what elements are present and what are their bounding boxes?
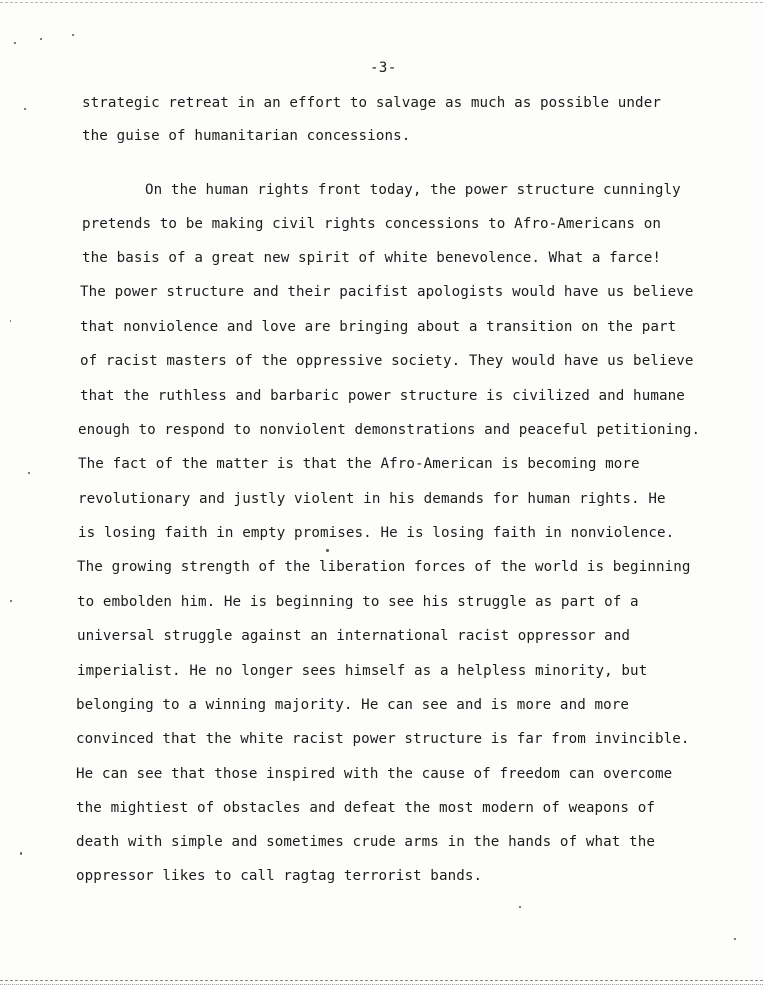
scan-speck: [519, 906, 521, 908]
text-line: of racist masters of the oppressive society. They would have us believe: [80, 353, 694, 369]
text-line: that the ruthless and barbaric power structure is civilized and humane: [80, 388, 685, 404]
text-line: death with simple and sometimes crude arms in the hands of what the: [76, 834, 655, 850]
page-bottom-edge: [0, 980, 763, 981]
scan-speck: [72, 34, 74, 36]
text-line: The growing strength of the liberation forces of the world is beginning: [77, 559, 691, 575]
scan-speck: [24, 108, 26, 110]
text-line: the mightiest of obstacles and defeat the most modern of weapons of: [76, 800, 655, 816]
text-line: enough to respond to nonviolent demonstrations and peaceful petitioning.: [78, 422, 701, 438]
text-line: strategic retreat in an effort to salvage as much as possible under: [82, 95, 661, 111]
scan-speck: [734, 938, 736, 940]
text-line: is losing faith in empty promises. He is losing faith in nonviolence.: [78, 525, 675, 541]
text-line: belonging to a winning majority. He can see and is more and more: [76, 697, 630, 713]
text-line: convinced that the white racist power structure is far from invincible.: [76, 731, 690, 747]
text-line: imperialist. He no longer sees himself as a helpless minority, but: [77, 663, 648, 679]
text-line: oppressor likes to call ragtag terrorist bands.: [76, 868, 483, 884]
text-line: that nonviolence and love are bringing about a transition on the part: [80, 319, 677, 335]
text-line: The fact of the matter is that the Afro-American is becoming more: [78, 456, 640, 472]
page-number: -3-: [370, 60, 397, 76]
text-line: the guise of humanitarian concessions.: [82, 128, 411, 144]
scan-speck: [20, 852, 22, 855]
text-line: the basis of a great new spirit of white benevolence. What a farce!: [82, 250, 661, 266]
text-line: The power structure and their pacifist apologists would have us believe: [80, 284, 694, 300]
text-line: revolutionary and justly violent in his demands for human rights. He: [78, 491, 666, 507]
text-line: pretends to be making civil rights concessions to Afro-Americans on: [82, 216, 661, 232]
scan-speck: [326, 549, 329, 552]
page-bottom-edge-shadow: [0, 984, 763, 985]
text-line: He can see that those inspired with the cause of freedom can overcome: [76, 766, 673, 782]
scan-speck: [28, 472, 30, 474]
scan-speck: [40, 38, 42, 40]
text-line: to embolden him. He is beginning to see his struggle as part of a: [77, 594, 639, 610]
text-line: On the human rights front today, the power structure cunningly: [145, 182, 681, 198]
scan-speck: [10, 320, 11, 322]
scan-speck: [14, 42, 16, 44]
text-line: universal struggle against an international racist oppressor and: [77, 628, 631, 644]
scan-speck: [10, 600, 12, 602]
